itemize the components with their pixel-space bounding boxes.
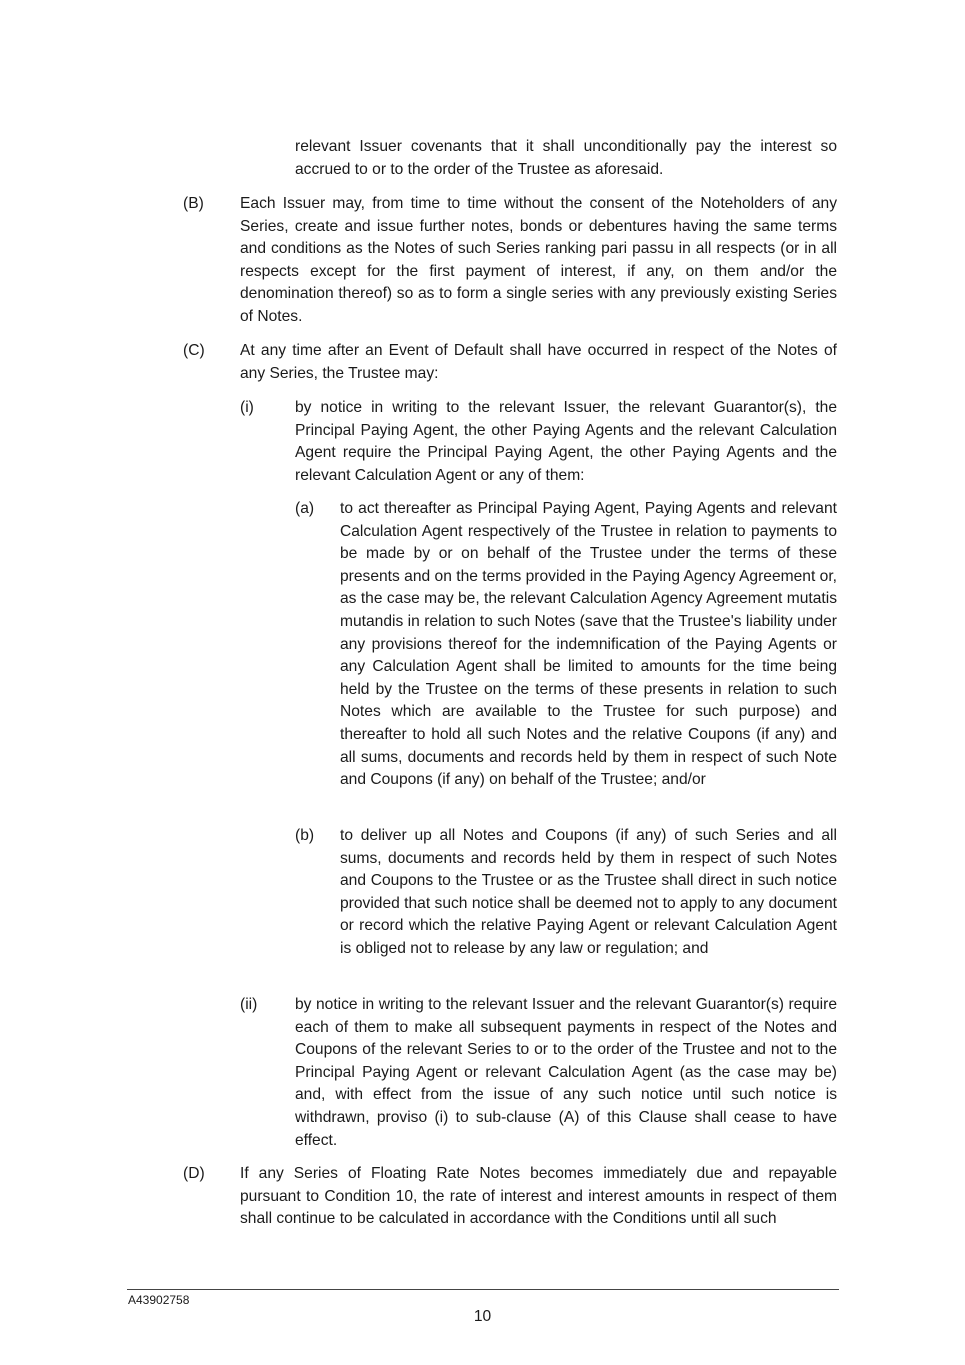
- clause-d-label: (D): [183, 1165, 205, 1182]
- clause-b-label: (B): [183, 195, 204, 212]
- sub-ii-label: (ii): [240, 996, 258, 1013]
- clause-d-text: If any Series of Floating Rate Notes becomes immediately due and repayable pursuant to Condition 10, the rate of interest and interest amounts in respect of them shall continue to be calculated in accordance with the Conditions until all such: [240, 1165, 837, 1228]
- item-a-label: (a): [295, 500, 315, 517]
- clause-b-text: Each Issuer may, from time to time without the consent of the Noteholders of any Series, create and issue further notes, bonds or debentures having the same terms and conditions as the Notes of such Series ranking pari passu in all respects (or in all respects except for the first payment of interest, if any, on them and/or the denomination thereof) so as to form a single series with any previously existing Series of Notes.: [240, 195, 837, 325]
- footer-divider: [127, 1289, 839, 1290]
- page-number: 10: [473, 1308, 492, 1325]
- item-b-label: (b): [295, 827, 315, 844]
- document-reference: A43902758: [128, 1293, 190, 1307]
- sub-i-text: by notice in writing to the relevant Issuer, the relevant Guarantor(s), the Principal Paying Agent, the other Paying Agents and the relevant Calculation Agent require the Principal Paying Agent, the other Paying Agents and the relevant Calculation Agent or any of them:: [295, 399, 837, 484]
- item-b-text: to deliver up all Notes and Coupons (if any) of such Series and all sums, documents and records held by them in respect of such Notes and Coupons to the Trustee or as the Trustee shall direct in such notice provided that such notice shall be deemed not to apply to any document or record which the relative Paying Agent or relevant Calculation Agent is obliged not to release by any law or regulation; and: [340, 827, 837, 957]
- continuation-paragraph: relevant Issuer covenants that it shall unconditionally pay the interest so accrued to or to the order of the Trustee as aforesaid.: [295, 138, 837, 178]
- clause-c-label: (C): [183, 342, 205, 359]
- sub-i-label: (i): [240, 399, 254, 416]
- sub-ii-text: by notice in writing to the relevant Issuer and the relevant Guarantor(s) require each of them to make all subsequent payments in respect of the Notes and Coupons of the relevant Series to or to the order of the Trustee and not to the Principal Paying Agent or relevant Calculation Agent (as the case may be) and, with effect from the issue of any such notice until such notice is withdrawn, proviso (i) to sub-clause (A) of this Clause shall cease to have effect.: [295, 996, 837, 1149]
- clause-c-text: At any time after an Event of Default shall have occurred in respect of the Notes of any Series, the Trustee may:: [240, 342, 837, 382]
- item-a-text: to act thereafter as Principal Paying Agent, Paying Agents and relevant Calculation Agent respectively of the Trustee in relation to payments to be made by or on behalf of the Trustee under the terms of these presents and on the terms provided in the Paying Agency Agreement or, as the case may be, the relevant Calculation Agency Agreement mutatis mutandis in relation to such Notes (save that the Trustee's liability under any provisions thereof for the indemnification of the Paying Agents or any Calculation Agent shall be limited to amounts for the time being held by the Trustee on the terms of these presents in relation to such Notes which are available to the Trustee for such purpose) and thereafter to hold all such Notes and the relative Coupons (if any) and all sums, documents and records held by them in respect of such Note and Coupons (if any) on behalf of the Trustee; and/or: [340, 500, 837, 789]
